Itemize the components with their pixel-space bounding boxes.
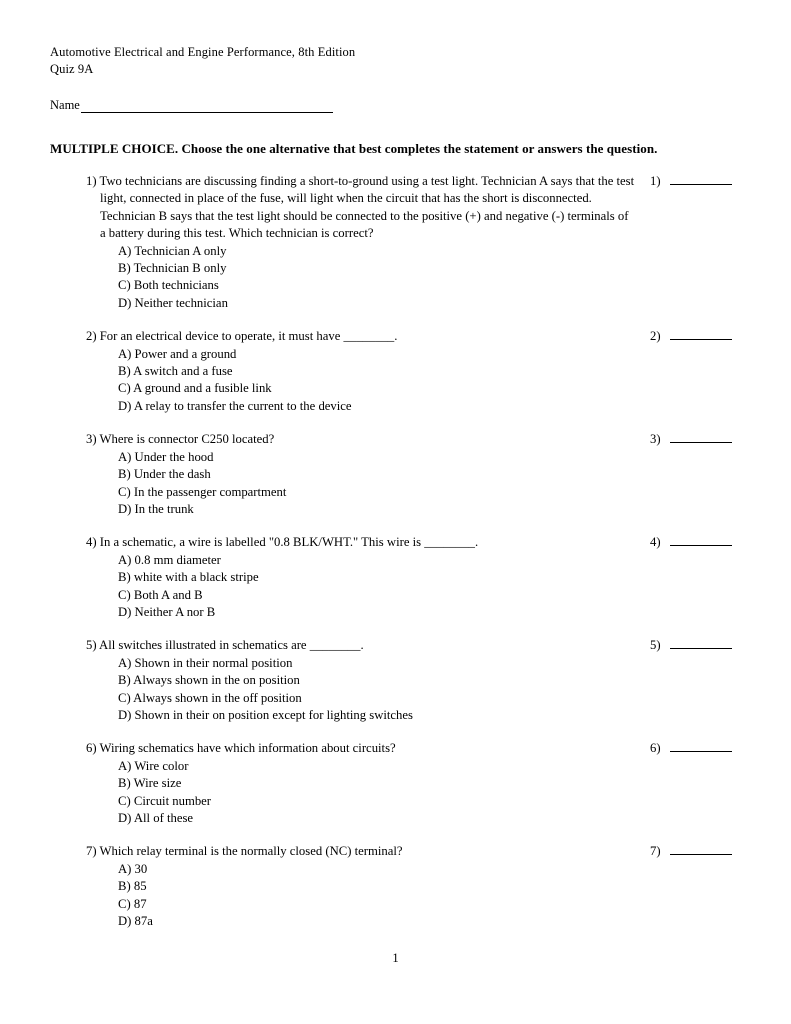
answer-slot: [650, 431, 745, 447]
choice-option[interactable]: B) A switch and a fuse: [118, 364, 233, 379]
choice-option[interactable]: C) 87: [118, 896, 147, 911]
quiz-title: Quiz 9A: [50, 62, 94, 76]
question-stem: 1) Two technicians are discussing finding a short-to-ground using a test light. Technician A says that the test light, connected in place of the fuse, will light when the circuit that has the short is disconnected. Technician B says that the test light should be connected to the positive (+) and negative (-) terminals of a battery during this test. Which technician is correct?: [86, 174, 635, 241]
answer-number: 2): [650, 329, 661, 344]
question-body: [50, 740, 635, 827]
answer-blank-line[interactable]: [670, 173, 732, 185]
question-stem: 2) For an electrical device to operate, it must have ________.: [86, 329, 398, 344]
choice-option[interactable]: C) A ground and a fusible link: [118, 381, 272, 396]
choice-option[interactable]: D) Neither technician: [118, 295, 228, 310]
question-stem: 6) Wiring schematics have which information about circuits?: [86, 741, 396, 756]
choice-option[interactable]: A) Power and a ground: [118, 346, 237, 361]
question-body: [50, 431, 635, 518]
choice-option[interactable]: D) All of these: [118, 811, 194, 825]
section-title: MULTIPLE CHOICE. Choose the one alternative that best completes the statement or answers the question.: [50, 141, 658, 156]
choice-option[interactable]: B) Technician B only: [118, 261, 227, 276]
choice-list: [86, 655, 635, 725]
choice-option[interactable]: B) 85: [118, 879, 147, 894]
choice-option[interactable]: A) Technician A only: [118, 243, 227, 258]
choice-option[interactable]: A) 0.8 mm diameter: [118, 552, 221, 567]
choice-option[interactable]: A) Wire color: [118, 758, 189, 773]
question-body: [50, 637, 635, 724]
question-block: [50, 534, 745, 621]
choice-option[interactable]: D) 87a: [118, 914, 153, 929]
answer-number: 5): [650, 638, 661, 653]
choice-option[interactable]: A) Shown in their normal position: [118, 655, 293, 670]
choice-list: [86, 449, 635, 519]
choice-option[interactable]: B) white with a black stripe: [118, 570, 259, 585]
question-body: [50, 328, 635, 415]
choice-option[interactable]: B) Always shown in the on position: [118, 673, 300, 688]
question-block: [50, 328, 745, 415]
choice-option[interactable]: D) Neither A nor B: [118, 604, 216, 619]
choice-list: [86, 346, 635, 416]
answer-blank-line[interactable]: [670, 328, 732, 340]
question-block: [50, 637, 745, 724]
answer-blank-line[interactable]: [670, 637, 732, 649]
question-body: [50, 534, 635, 621]
choice-option[interactable]: C) Always shown in the off position: [118, 690, 302, 705]
name-label: Name: [50, 98, 80, 112]
name-input-line[interactable]: [81, 100, 333, 113]
textbook-title: Automotive Electrical and Engine Performance, 8th Edition: [50, 45, 356, 59]
question-stem: 4) In a schematic, a wire is labelled "0.8 BLK/WHT." This wire is ________.: [86, 535, 479, 550]
answer-number: 6): [650, 741, 661, 756]
question-block: [50, 740, 745, 827]
answer-slot: [650, 328, 745, 344]
answer-number: 4): [650, 535, 661, 550]
answer-blank-line[interactable]: [670, 740, 732, 752]
answer-blank-line[interactable]: [670, 843, 732, 855]
choice-option[interactable]: A) 30: [118, 861, 148, 876]
choice-option[interactable]: D) A relay to transfer the current to the device: [118, 398, 352, 413]
answer-slot: [650, 534, 745, 550]
answer-blank-line[interactable]: [670, 534, 732, 546]
choice-option[interactable]: A) Under the hood: [118, 449, 214, 464]
choice-option[interactable]: B) Wire size: [118, 776, 182, 791]
question-block: [50, 431, 745, 518]
answer-number: 7): [650, 844, 661, 859]
choice-option[interactable]: D) In the trunk: [118, 501, 194, 516]
choice-option[interactable]: C) Circuit number: [118, 793, 212, 808]
answer-blank-line[interactable]: [670, 431, 732, 443]
choice-option[interactable]: D) Shown in their on position except for lighting switches: [118, 707, 413, 722]
question-body: [50, 173, 635, 312]
choice-option[interactable]: C) Both technicians: [118, 278, 219, 293]
name-row: [50, 98, 745, 113]
answer-slot: [650, 173, 745, 189]
choice-option[interactable]: C) In the passenger compartment: [118, 484, 287, 499]
choice-option[interactable]: C) Both A and B: [118, 587, 203, 602]
choice-list: [86, 552, 635, 622]
answer-slot: [650, 740, 745, 756]
question-stem: 7) Which relay terminal is the normally closed (NC) terminal?: [86, 844, 403, 859]
question-block: [50, 843, 745, 930]
choice-option[interactable]: B) Under the dash: [118, 467, 211, 482]
answer-number: 3): [650, 432, 661, 447]
choice-list: [86, 861, 635, 931]
answer-number: 1): [650, 174, 661, 188]
page-number: 1: [392, 951, 399, 965]
question-stem: 5) All switches illustrated in schematics are ________.: [86, 638, 364, 653]
question-stem: 3) Where is connector C250 located?: [86, 432, 275, 447]
question-body: [50, 843, 635, 930]
question-list: [50, 173, 745, 930]
answer-slot: [650, 637, 745, 653]
question-block: [50, 173, 745, 312]
choice-list: [86, 758, 635, 828]
choice-list: [86, 243, 635, 313]
answer-slot: [650, 843, 745, 859]
document-header: [50, 44, 745, 78]
